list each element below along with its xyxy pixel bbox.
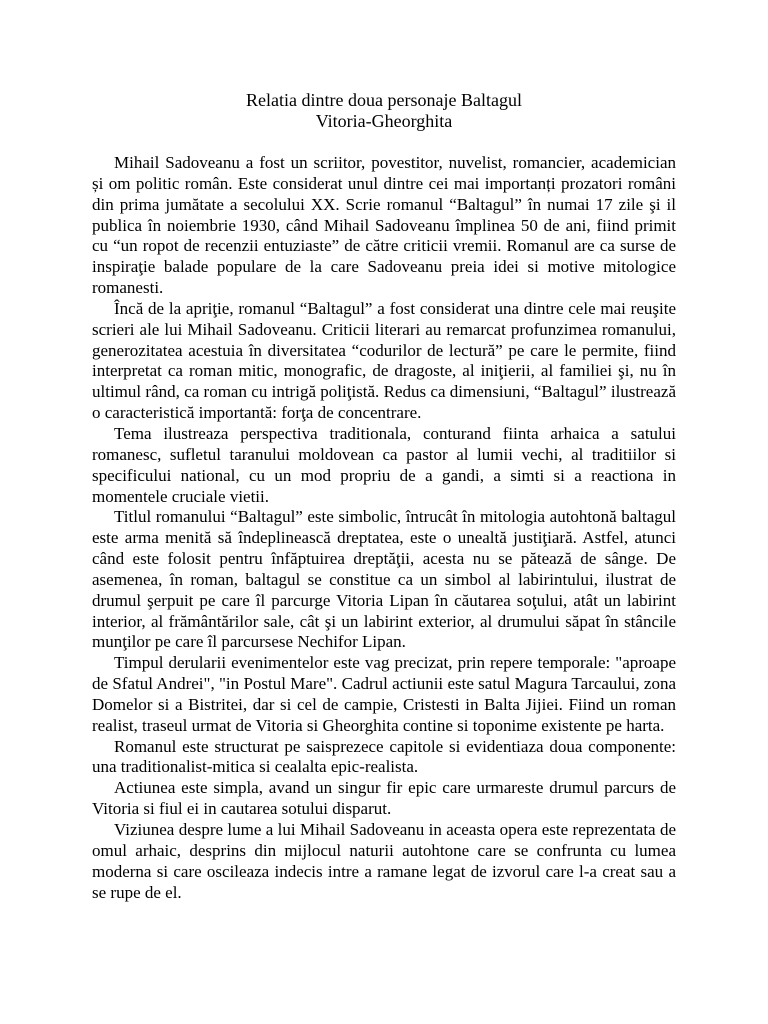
document-title — [0, 90, 768, 132]
paragraph-reception: Încă de la apriţie, romanul “Baltagul” a fost considerat una dintre cele mai reuşite scrieri ale lui Mihail Sadoveanu. Criticii literari au remarcat profunzimea romanului, generozitatea acestuia în diversitatea “codurilor de lectură” pe care le permite, fiind interpretat ca roman mitic, monografic, de dragoste, al iniţierii, al familiei şi, nu în ultimul rând, ca roman cu intrigă poliţistă. Redus ca dimensiuni, “Baltagul” ilustrează o caracteristică importantă: forţa de concentrare. — [92, 298, 676, 423]
paragraph-worldview: Viziunea despre lume a lui Mihail Sadoveanu in aceasta opera este reprezentata de omul arhaic, desprins din mijlocul naturii autohtone care se confrunta cu lumea moderna si care oscileaza indecis intre a ramane legat de izvorul care l-a creat sau a se rupe de el. — [92, 820, 676, 902]
title-line-2: Vitoria-Gheorghita — [315, 111, 453, 131]
paragraph-action: Actiunea este simpla, avand un singur fir epic care urmareste drumul parcurs de Vitoria si fiul ei in cautarea sotului disparut. — [92, 778, 676, 819]
paragraph-title-meaning: Titlul romanului “Baltagul” este simbolic, întrucât în mitologia autohtonă baltagul este arma menită să îndeplinească dreptatea, este o unealtă justiţiară. Astfel, atunci când este folosit pentru înfăptuirea dreptăţii, acesta nu se pătează de sânge. De asemenea, în roman, baltagul se constitue ca un simbol al labirintului, ilustrat de drumul şerpuit pe care îl parcurge Vitoria Lipan în căutarea soţului, atât un labirint interior, al frământărilor sale, cât şi un labirint exterior, al drumului săpat în stâncile munţilor pe care îl parcursese Nechifor Lipan. — [92, 507, 676, 652]
title-line-1: Relatia dintre doua personaje Baltagul — [246, 90, 522, 110]
paragraph-time-setting: Timpul derularii evenimentelor este vag precizat, prin repere temporale: "aproape de Sfatul Andrei", "in Postul Mare". Cadrul actiunii este satul Magura Tarcaului, zona Domelor si a Bistritei, dar si cel de campie, Cristesti in Balta Jijiei. Fiind un roman realist, traseul urmat de Vitoria si Gheorghita contine si toponime existente pe harta. — [92, 653, 676, 735]
paragraph-structure: Romanul este structurat pe saisprezece capitole si evidentiaza doua componente: una traditionalist-mitica si cealalta epic-realista. — [92, 736, 676, 777]
paragraph-theme: Tema ilustreaza perspectiva traditionala, conturand fiinta arhaica a satului romanesc, sufletul taranului moldovean ca pastor al lumii vechi, al traditiilor si specificului national, cu un mod propriu de a gandi, a simti si a reactiona in momentele cruciale vietii. — [92, 423, 676, 506]
document-body — [92, 153, 676, 903]
paragraph-intro: Mihail Sadoveanu a fost un scriitor, povestitor, nuvelist, romancier, academician și om politic român. Este considerat unul dintre cei mai importanți prozatori români din prima jumătate a secolului XX. Scrie romanul “Baltagul” în numai 17 zile şi il publica în noiembrie 1930, când Mihail Sadoveanu împlinea 50 de ani, fiind primit cu “un ropot de recenzii entuziaste” de către criticii vremii. Romanul are ca surse de inspiraţie balade populare de la care Sadoveanu preia idei si motive mitologice romanesti. — [92, 153, 676, 298]
